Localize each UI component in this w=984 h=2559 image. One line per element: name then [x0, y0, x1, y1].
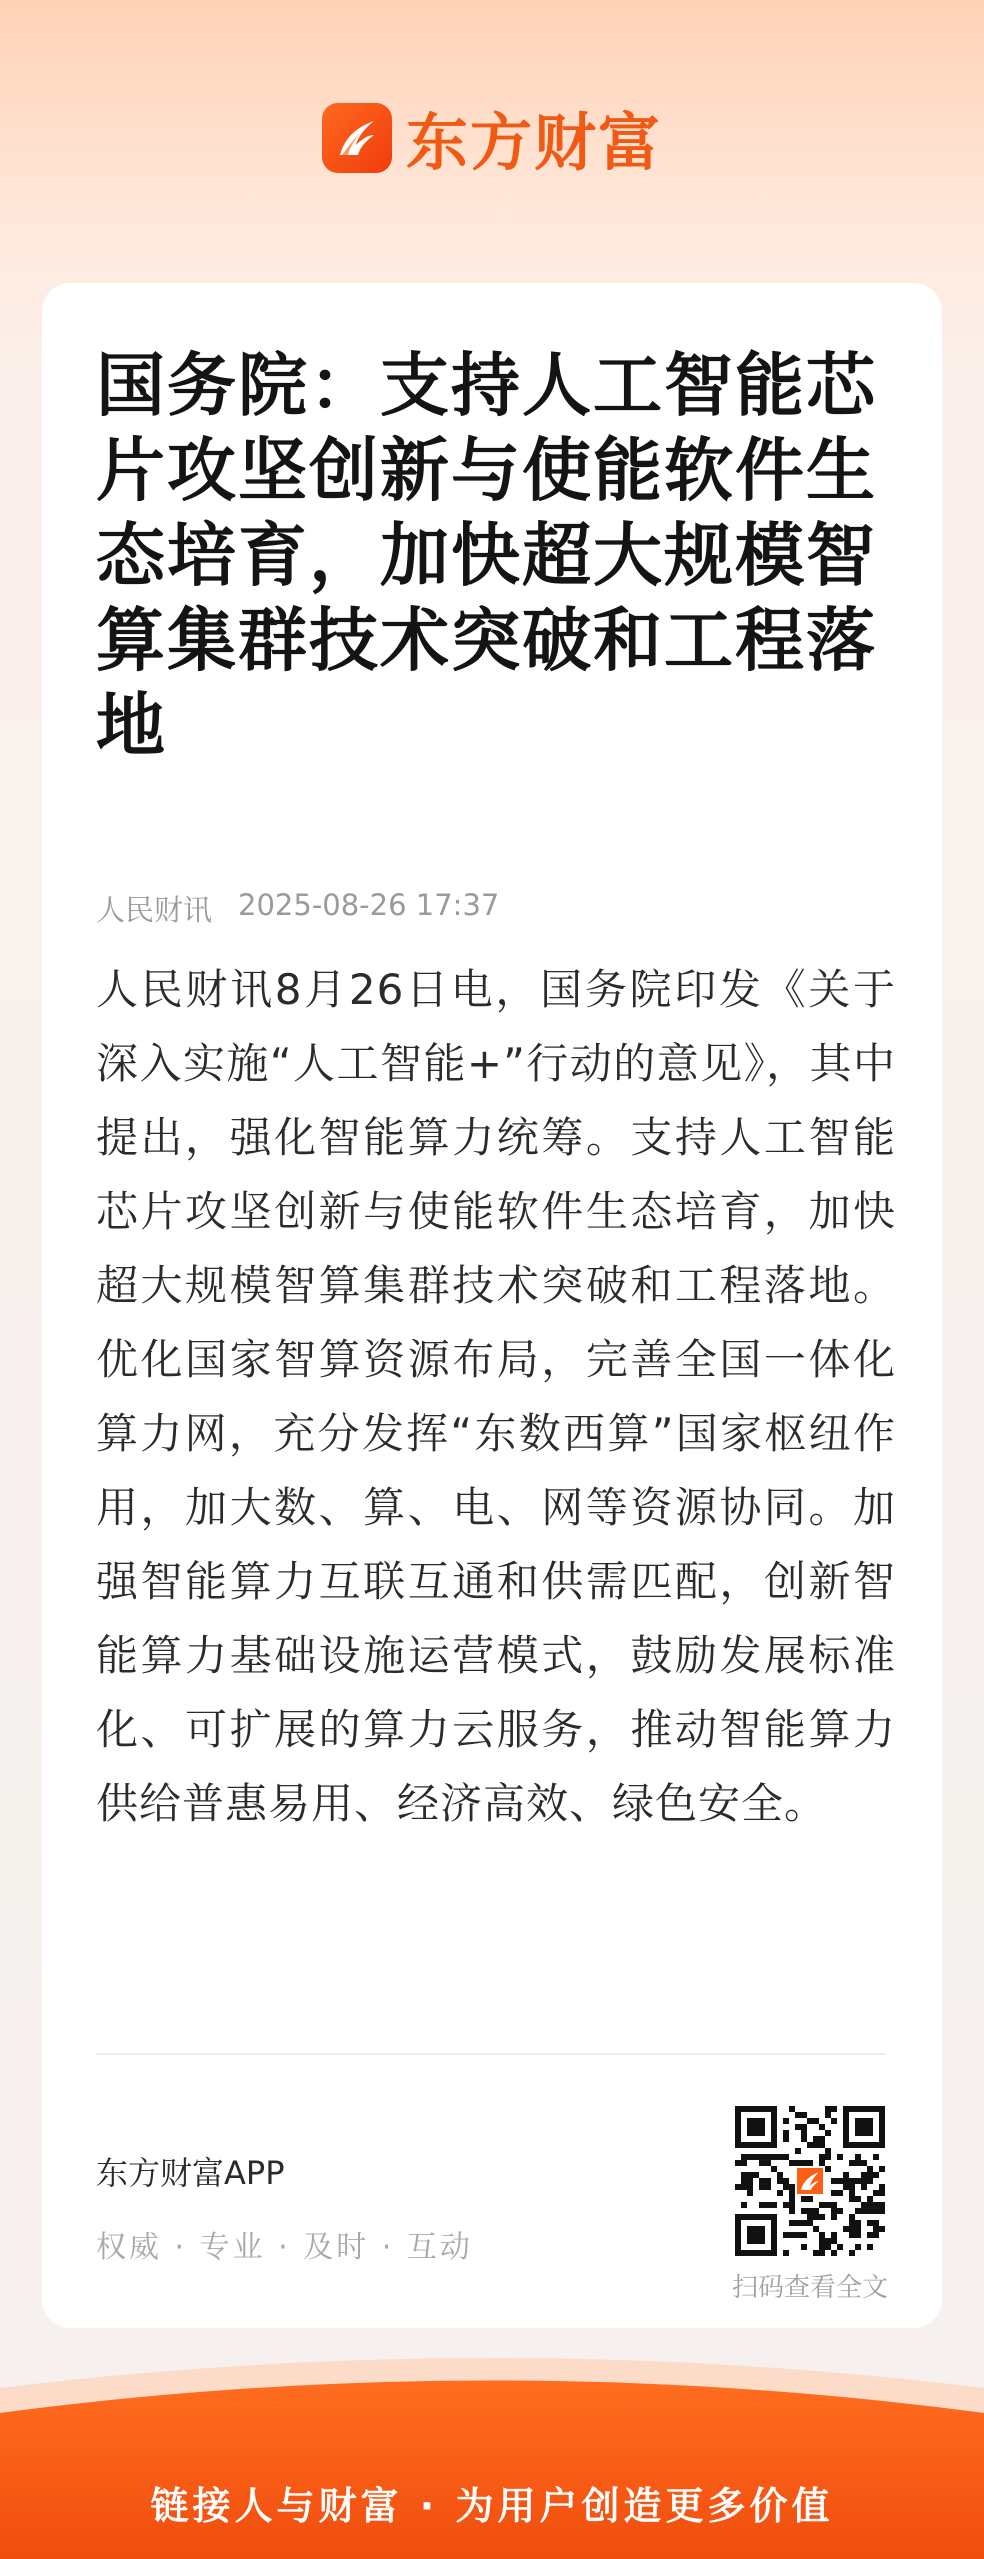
- app-slogan: 权威 · 专业 · 及时 · 互动: [96, 2230, 473, 2265]
- qr-code-icon[interactable]: [735, 2106, 885, 2256]
- app-promo: [96, 2148, 473, 2266]
- brand-header: [0, 0, 984, 285]
- article-card: [42, 283, 942, 2328]
- article-datetime: 2025-08-26 17:37: [238, 888, 500, 922]
- article-source: 人民财讯: [96, 893, 213, 927]
- app-name: 东方财富APP: [96, 2154, 285, 2192]
- footer-divider: [96, 2053, 886, 2055]
- brand-name: 东方财富: [405, 106, 662, 179]
- flame-logo-icon: [322, 103, 392, 173]
- article-body: 人民财讯8月26日电，国务院印发《关于深入实施“人工智能+”行动的意见》，其中提出，强化智能算力统筹。支持人工智能芯片攻坚创新与使能软件生态培育，加快超大规模智算集群技术突破和工程落地。优化国家智算资源布局，完善全国一体化算力网，充分发挥“东数西算”国家枢纽作用，加大数、算、电、网等资源协同。加强智能算力互联互通和供需匹配，创新智能算力基础设施运营模式，鼓励发展标准化、可扩展的算力云服务，推动智能算力供给普惠易用、经济高效、绿色安全。: [96, 965, 896, 1828]
- article-title: 国务院：支持人工智能芯片攻坚创新与使能软件生态培育，加快超大规模智算集群技术突破和工程落地: [96, 345, 877, 766]
- article-meta: [96, 888, 499, 929]
- bottom-banner: [0, 2318, 984, 2559]
- brand-logo: [322, 93, 662, 182]
- qr-caption: 扫码查看全文: [731, 2273, 888, 2303]
- bottom-banner-text: 链接人与财富 · 为用户创造更多价值: [150, 2484, 834, 2528]
